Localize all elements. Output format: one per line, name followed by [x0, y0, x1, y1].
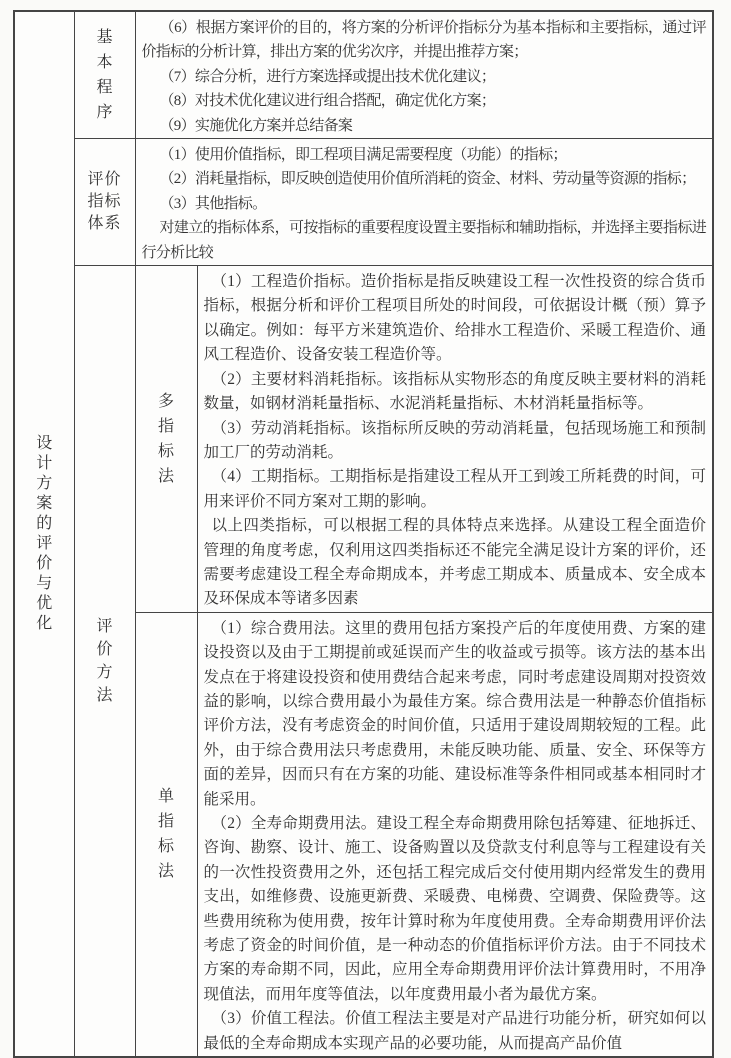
row-label-basic-procedure: 基本程序: [96, 29, 113, 122]
paragraph: （1）工程造价指标。造价指标是指反映建设工程一次性投资的综合货币指标，根据分析和评价工程项目所处的时间段，可依据设计概（预）算予以确定。例如：每平方米建筑造价、给排水工程造价、采暖工程造价、通风工程造价、设备安装工程造价等。: [203, 273, 707, 364]
paragraph: （1）综合费用法。这里的费用包括方案投产后的年度使用费、方案的建设投资以及由于工期提前或延误而产生的收益或亏损等。该方法的基本出发点在于将建设投资和使用费结合起来考虑，同时考虑建设周期对投资效益的影响，以综合费用最小为最佳方案。综合费用法是一种静态价值指标评价方法，没有考虑资金的时间价值，只适用于建设周期较短的工程。此外，由于综合费用法只考虑费用，未能反映功能、质量、安全、环保等方面的差异，因而只有在方案的功能、建设标准等条件相同或基本相同时才能采用。: [203, 619, 707, 808]
paragraph: （2）主要材料消耗指标。该指标从实物形态的角度反映主要材料的消耗数量，如钢材消耗量指标、水泥消耗量指标、木材消耗量指标等。: [203, 370, 707, 413]
paragraph: 对建立的指标体系，可按指标的重要程度设置主要指标和辅助指标，并选择主要指标进行分析比较: [141, 220, 707, 261]
paragraph: （1）使用价值指标，即工程项目满足需要程度（功能）的指标；: [159, 147, 567, 164]
sub-label-multi-indicator: 多指标法: [157, 392, 174, 485]
evaluation-optimization-table: [13, 10, 714, 1058]
table-row: [14, 139, 713, 266]
sub-label-single-indicator: 单指标法: [157, 788, 174, 881]
table-row: [14, 266, 713, 613]
paragraph: 以上四类指标，可以根据工程的具体特点来选择。从建设工程全面造价管理的角度考虑，仅利用这四类指标还不能完全满足设计方案的评价，还需要考虑建设工程全寿命期成本，并考虑工期成本、质量成本、安全成本及环保成本等诸多因素: [203, 517, 707, 608]
content-cell-multi-indicator: [197, 266, 713, 613]
content-cell-basic-procedure: [135, 11, 713, 139]
document-page: [13, 10, 714, 1058]
paragraph: （9）实施优化方案并总结备案: [159, 117, 353, 134]
paragraph: （3）其他指标。: [159, 195, 267, 212]
sub-label-cell-single-indicator: [135, 612, 197, 1057]
paragraph: （2）全寿命期费用法。建设工程全寿命期费用除包括筹建、征地拆迁、咨询、勘察、设计、施工、设备购置以及贷款支付利息等与工程建设有关的一次性投资费用之外，还包括工程完成后交付使用期内经常发生的费用支出，如维修费、设施更新费、采暖费、电梯费、空调费、保险费等。这些费用统称为使用费，按年计算时称为年度使用费。全寿命期费用评价法考虑了资金的时间价值，是一种动态的价值指标评价方法。由于不同技术方案的寿命期不同，因此，应用全寿命期费用评价法计算费用时，不用净现值法，而用年度等值法，以年度费用最小者为最优方案。: [203, 815, 707, 1003]
paragraph: （2）消耗量指标，即反映创造使用价值所消耗的资金、材料、劳动量等资源的指标；: [159, 171, 696, 188]
row-label-cell-basic-procedure: [74, 11, 135, 139]
row-label-cell-indicator-system: [74, 139, 135, 266]
paragraph: （7）综合分析，进行方案选择或提出技术优化建议；: [159, 68, 496, 85]
paragraph: （6）根据方案评价的目的，将方案的分析评价指标分为基本指标和主要指标，通过评价指标的分析计算，排出方案的优劣次序，并提出推荐方案；: [141, 20, 707, 61]
paragraph: （4）工期指标。工期指标是指建设工程从开工到竣工所耗费的时间，可用来评价不同方案对工期的影响。: [203, 468, 707, 510]
table-row: [14, 11, 713, 139]
paragraph: （3）劳动消耗指标。该指标所反映的劳动消耗量，包括现场施工和预制加工厂的劳动消耗。: [203, 419, 707, 461]
paragraph: （3）价值工程法。价值工程法主要是对产品进行功能分析，研究如何以最低的全寿命期成本实现产品的必要功能，从而提高产品价值: [203, 1010, 707, 1052]
group-label-cell: [14, 11, 74, 1057]
row-label-indicator-system: 评价指标体系: [87, 171, 122, 233]
group-label: 设计方案的评价与优化: [36, 435, 53, 633]
row-label-evaluation-method: 评价方法: [96, 618, 113, 705]
content-cell-single-indicator: [197, 612, 713, 1057]
paragraph: （8）对技术优化建议进行组合搭配，确定优化方案；: [159, 93, 496, 110]
row-label-cell-evaluation-method: [74, 266, 135, 1058]
sub-label-cell-multi-indicator: [135, 266, 197, 613]
content-cell-indicator-system: [135, 139, 713, 266]
